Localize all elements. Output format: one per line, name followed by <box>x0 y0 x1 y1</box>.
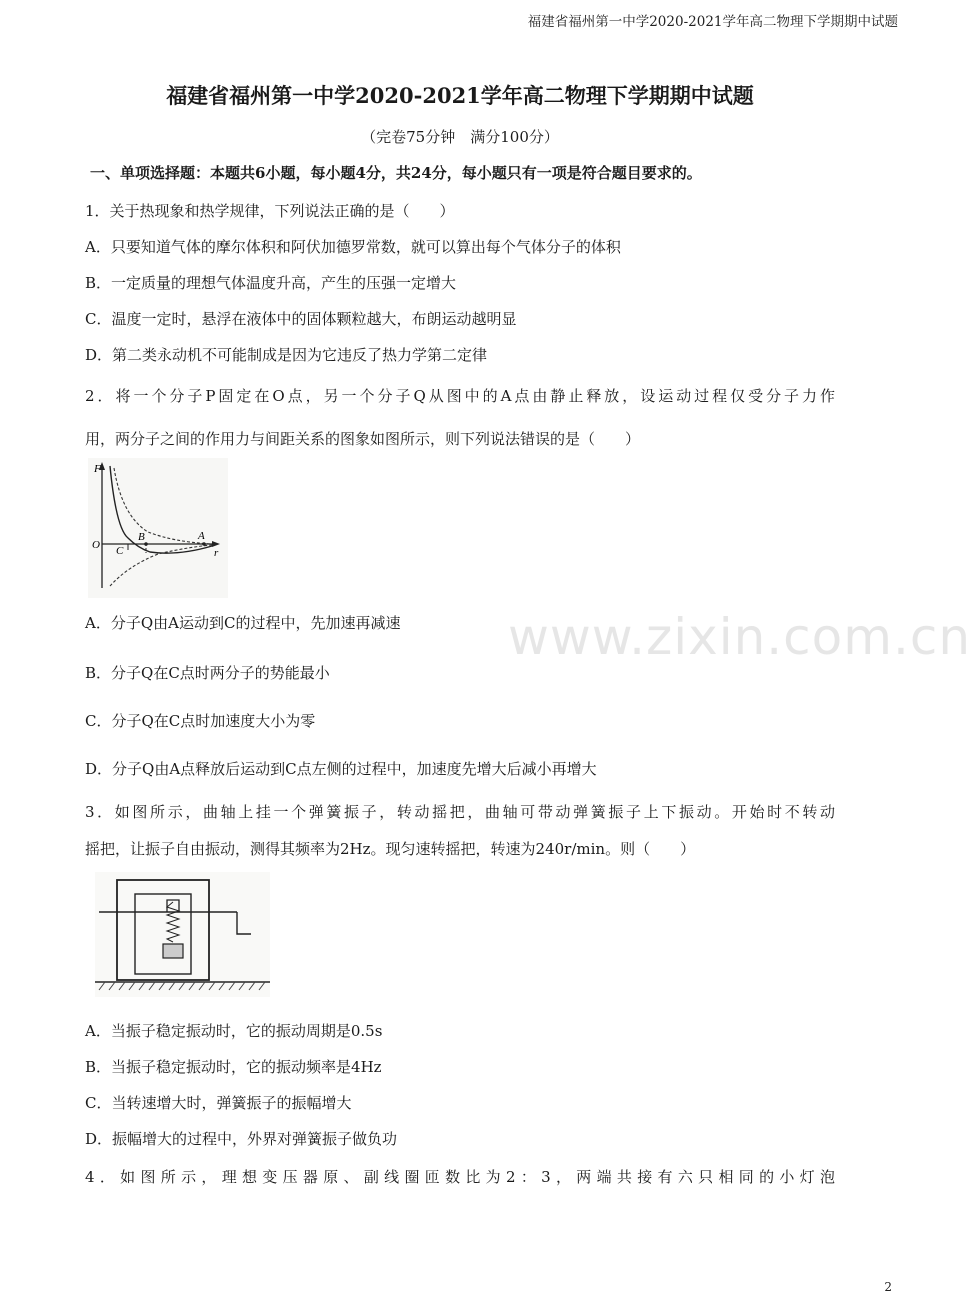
question-1-option-b: B．一定质量的理想气体温度升高，产生的压强一定增大 <box>85 274 457 292</box>
question-2-option-b: B．分子Q在C点时两分子的势能最小 <box>85 664 330 682</box>
question-3-stem-line-2: 摇把，让振子自由振动，测得其频率为2Hz。现匀速转摇把，转速为240r/min。则（ ） <box>85 840 696 858</box>
watermark: www.zixin.com.cn <box>508 608 971 666</box>
point-a-marker <box>202 542 206 546</box>
question-2-option-a: A．分子Q由A运动到C的过程中，先加速再减速 <box>85 614 401 632</box>
crankshaft-spring-oscillator-diagram <box>95 872 270 997</box>
label-o: O <box>92 539 100 551</box>
force-distance-graph <box>88 458 228 598</box>
running-header: 福建省福州第一中学2020-2021学年高二物理下学期期中试题 <box>527 14 898 30</box>
label-f: F <box>94 463 101 475</box>
question-3-option-c: C．当转速增大时，弹簧振子的振幅增大 <box>85 1094 352 1112</box>
label-a: A <box>198 530 205 542</box>
oscillator-mass <box>163 944 183 958</box>
question-2-stem-line-1: 2．将一个分子P固定在O点，另一个分子Q从图中的A点由静止释放，设运动过程仅受分子力作 <box>85 387 835 405</box>
question-3-option-d: D．振幅增大的过程中，外界对弹簧振子做负功 <box>85 1130 398 1148</box>
question-3-option-b: B．当振子稳定振动时，它的振动频率是4Hz <box>85 1058 382 1076</box>
page-title: 福建省福州第一中学2020-2021学年高二物理下学期期中试题 <box>166 83 754 108</box>
question-1-option-a: A．只要知道气体的摩尔体积和阿伏加德罗常数，就可以算出每个气体分子的体积 <box>85 238 621 256</box>
label-b: B <box>138 531 145 543</box>
label-c: C <box>116 545 124 557</box>
question-2-option-d: D．分子Q由A点释放后运动到C点左侧的过程中，加速度先增大后减小再增大 <box>85 760 597 778</box>
question-1-option-d: D．第二类永动机不可能制成是因为它违反了热力学第二定律 <box>85 346 488 364</box>
question-1-option-c: C．温度一定时，悬浮在液体中的固体颗粒越大，布朗运动越明显 <box>85 310 517 328</box>
question-4-stem-line-1: 4．如图所示，理想变压器原、副线圈匝数比为2：3，两端共接有六只相同的小灯泡 <box>85 1168 835 1186</box>
point-b-marker <box>144 542 148 546</box>
question-1-stem: 1．关于热现象和热学规律，下列说法正确的是（ ） <box>85 202 455 220</box>
label-r: r <box>214 547 219 559</box>
section-heading: 一、单项选择题：本题共6小题，每小题4分，共24分，每小题只有一项是符合题目要求的。 <box>90 164 702 182</box>
question-2-option-c: C．分子Q在C点时加速度大小为零 <box>85 712 316 730</box>
question-2-stem-line-2: 用，两分子之间的作用力与间距关系的图象如图所示，则下列说法错误的是（ ） <box>85 430 641 448</box>
page-number: 2 <box>884 1280 892 1294</box>
question-3-option-a: A．当振子稳定振动时，它的振动周期是0.5s <box>85 1022 383 1040</box>
question-3-stem-line-1: 3．如图所示，曲轴上挂一个弹簧振子，转动摇把，曲轴可带动弹簧振子上下振动。开始时不转动 <box>85 803 835 821</box>
exam-info: （完卷75分钟 满分100分） <box>361 128 559 146</box>
